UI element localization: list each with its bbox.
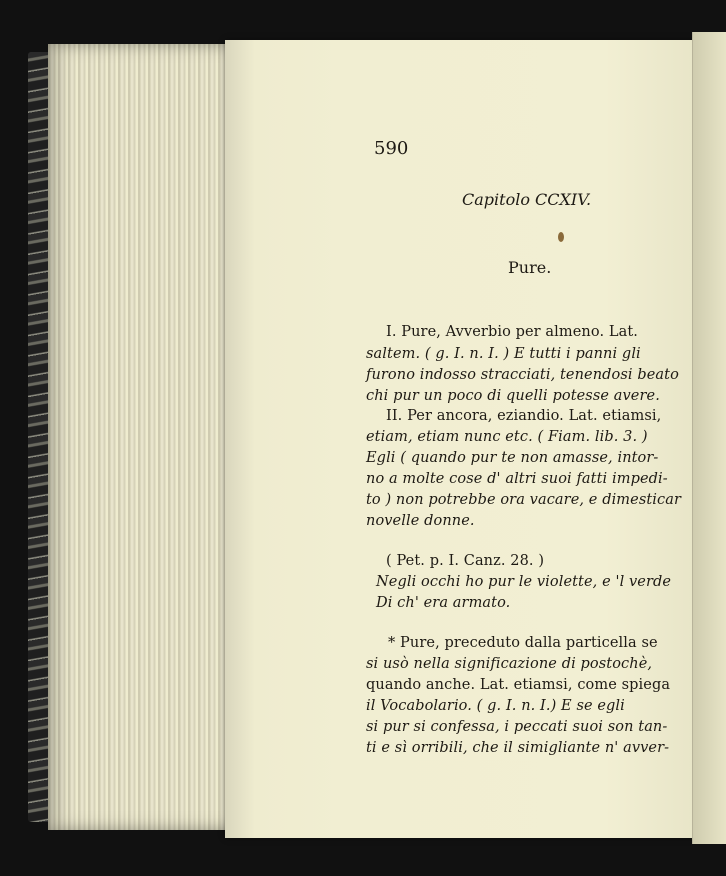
body-line-7: Egli ( quando pur te non amasse, intor- [366,450,659,466]
body-line-5: II. Per ancora, eziandio. Lat. etiamsi, [386,408,662,424]
body-line-4: chi pur un poco di quelli potesse avere. [366,388,660,404]
verse-line-2: Di ch' era armato. [376,595,511,611]
body-line-2: saltem. ( g. I. n. I. ) E tutti i panni gli [366,346,641,362]
verse-line-1: Negli occhi ho pur le violette, e 'l verde [376,574,672,590]
page-block-edge [48,44,238,830]
citation-line: ( Pet. p. I. Canz. 28. ) [386,553,545,569]
body-line-10: novelle donne. [366,513,475,529]
note-line-4: il Vocabolario. ( g. I. n. I.) E se egli [366,698,625,714]
note-line-2: si usò nella significazione di postochè, [366,656,653,672]
page-number: 590 [374,138,409,159]
section-heading: Pure. [508,258,552,277]
chapter-title: Capitolo CCXIV. [462,190,592,209]
body-line-3: furono indosso stracciati, tenendosi beato [366,367,679,383]
note-line-3: quando anche. Lat. etiamsi, come spiega [366,677,671,693]
body-line-9: to ) non potrebbe ora vacare, e dimesticar [366,492,682,508]
body-line-1: I. Pure, Avverbio per almeno. Lat. [386,324,638,340]
note-line-5: si pur si confessa, i peccati suoi son tan- [366,719,668,735]
ornament-icon [558,232,564,242]
body-line-6: etiam, etiam nunc etc. ( Fiam. lib. 3. ) [366,429,648,445]
note-line-6: ti e sì orribili, che il simigliante n' avver- [366,740,670,756]
facing-page-edge [692,32,726,844]
body-line-8: no a molte cose d' altri suoi fatti impedi- [366,471,668,487]
note-line-1: * Pure, preceduto dalla particella se [388,635,658,651]
